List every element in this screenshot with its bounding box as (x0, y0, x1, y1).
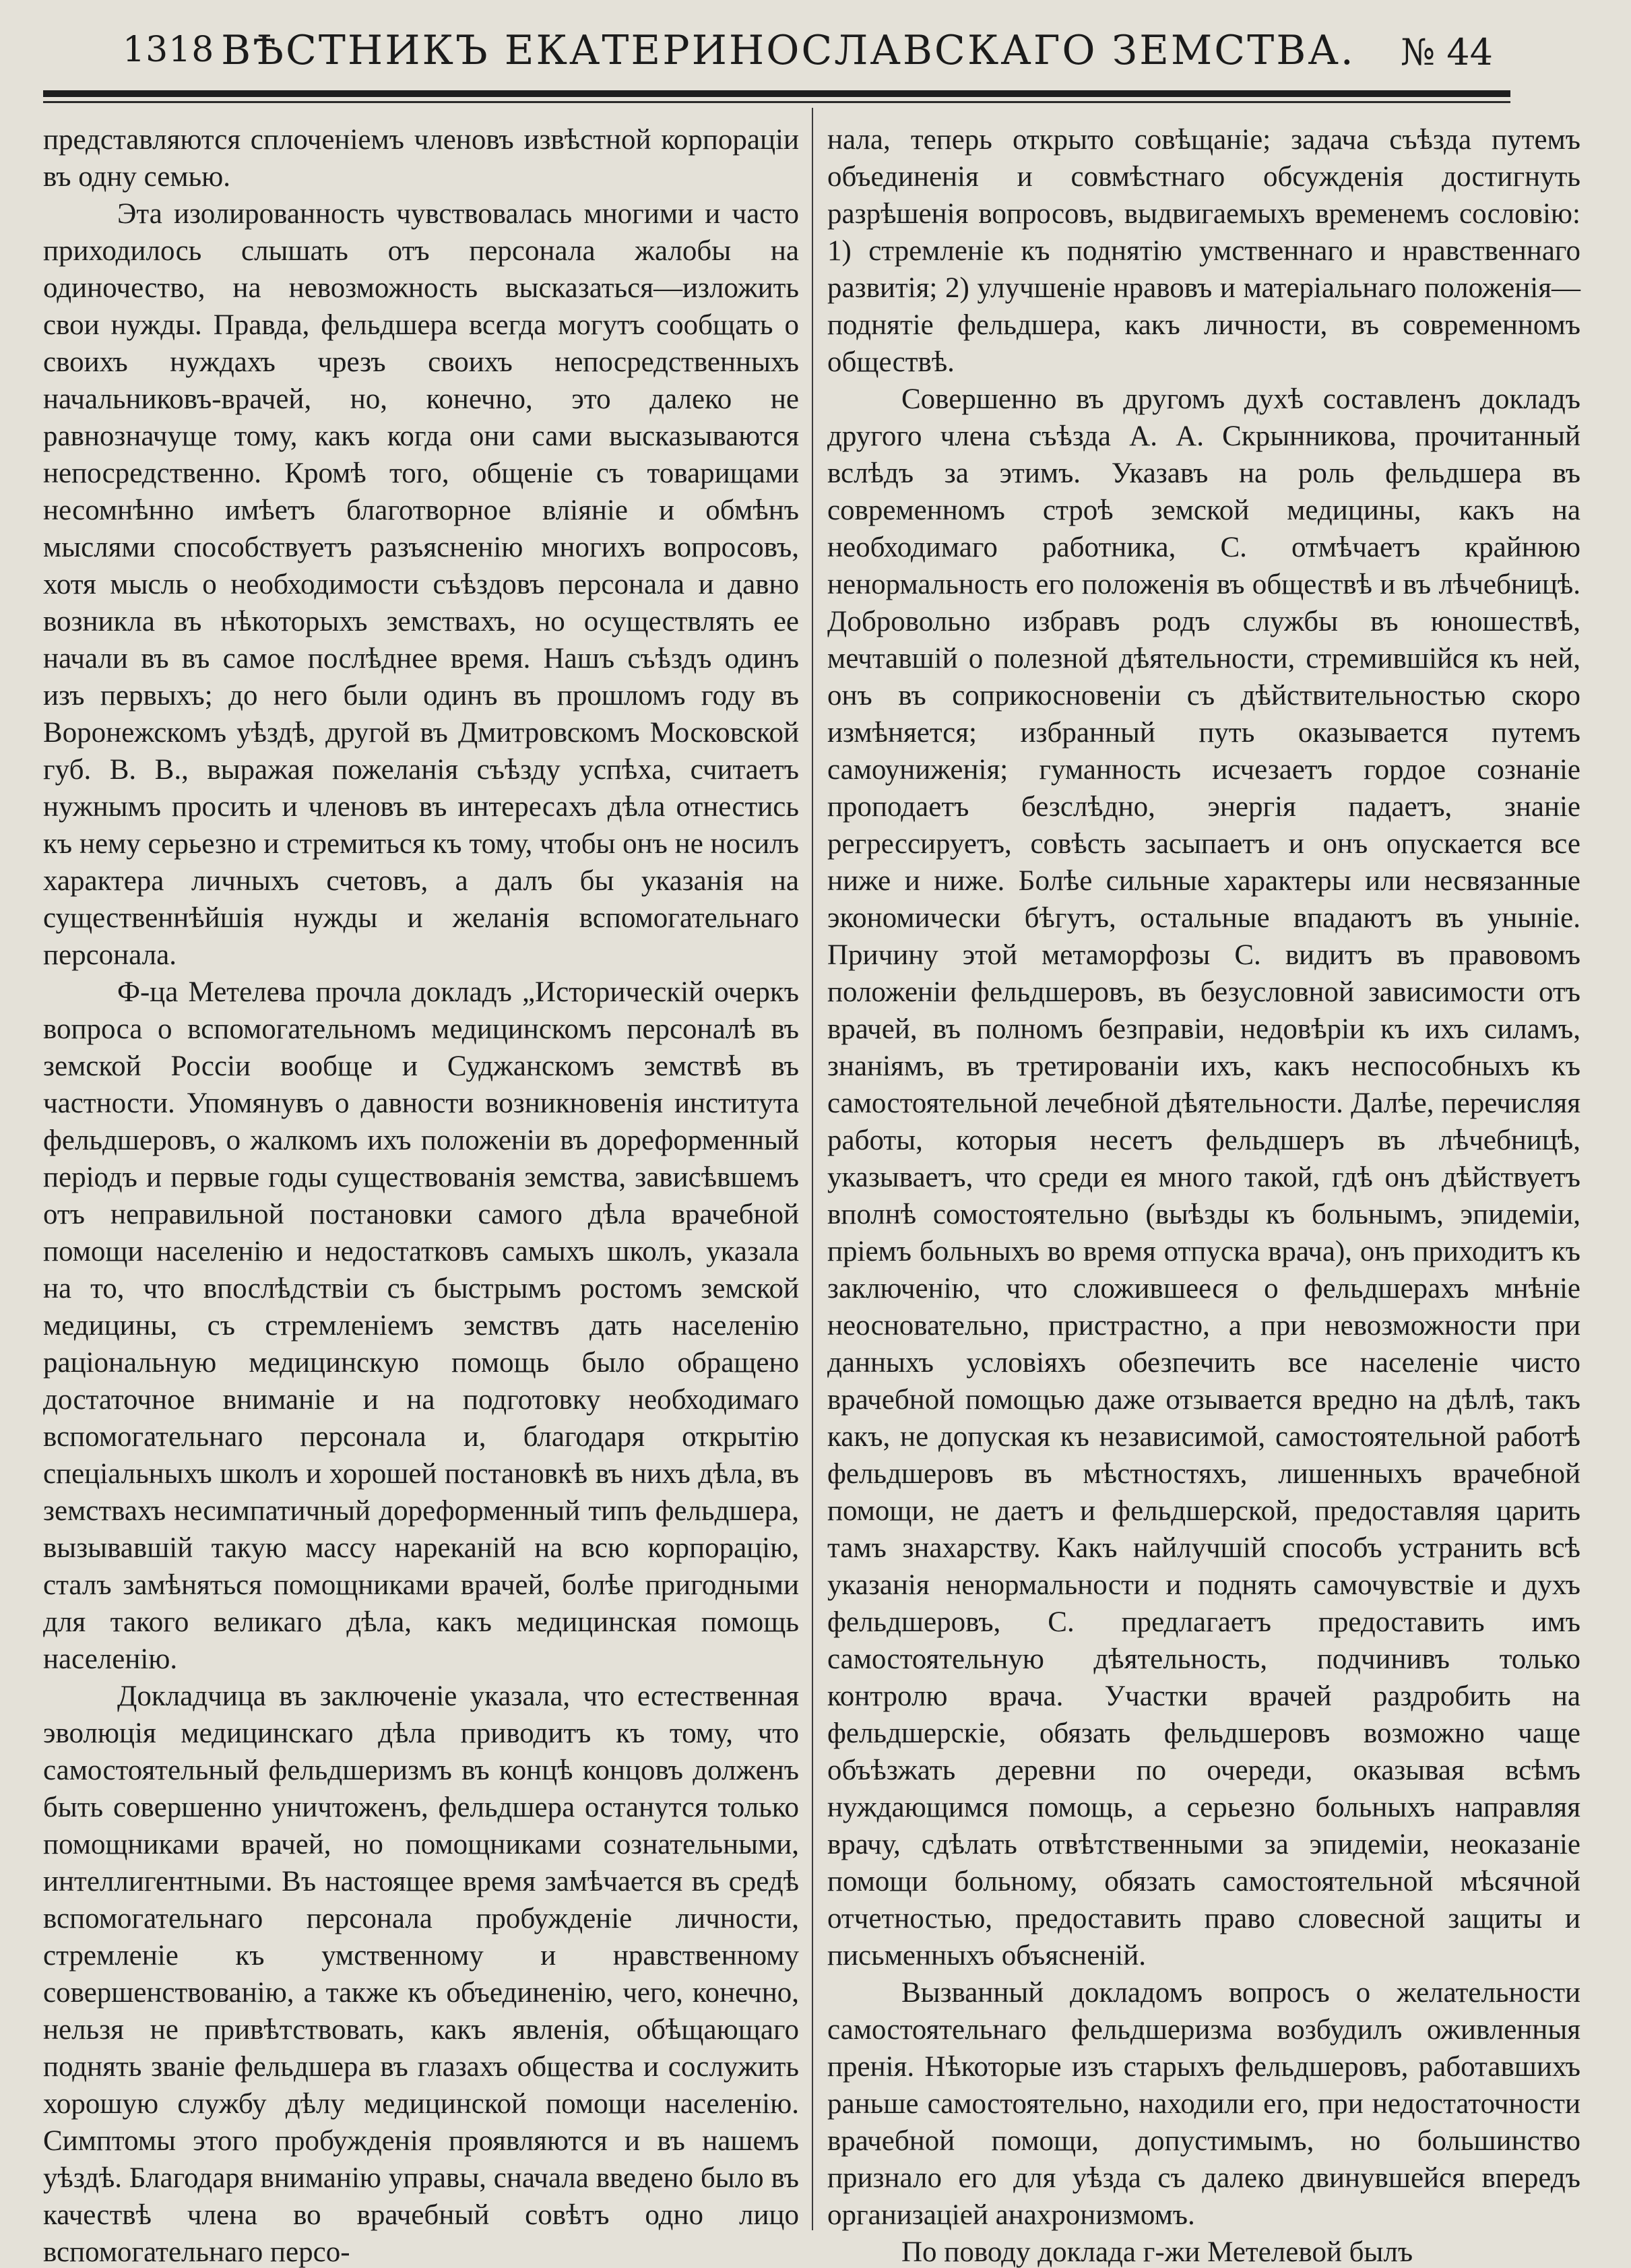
paragraph: Совершенно въ другомъ духѣ составленъ докладъ другого члена съѣзда А. А. Скрынникова, прочитанный вслѣдъ за этимъ. Указавъ на роль фельдшера въ современномъ строѣ земской медицины, какъ на необходимаго работника, С. отмѣчаетъ крайнюю ненормальность его положенія въ обществѣ и въ лѣчебницѣ. Добровольно избравъ родъ службы въ юношествѣ, мечтавшій о полезной дѣятельности, стремившійся къ ней, онъ въ соприкосновеніи съ дѣйствительностью скоро измѣняется; избранный путь оказывается путемъ самоуниженія; гуманность исчезаетъ гордое сознаніе проподаетъ безслѣдно, энергія падаетъ, знаніе регрессируетъ, совѣсть засыпаетъ и онъ опускается все ниже и ниже. Болѣе сильные характеры или несвязанные экономически бѣгутъ, остальные впадаютъ въ уныніе. Причину этой метаморфозы С. видитъ въ правовомъ положеніи фельдшеровъ, въ безусловной зависимости отъ врачей, въ полномъ безправіи, недовѣріи къ ихъ силамъ, знаніямъ, въ третированіи ихъ, какъ неспособныхъ къ самостоятельной лечебной дѣятельности. Далѣе, перечисляя работы, которыя несетъ фельдшеръ въ лѣчебницѣ, указываетъ, что среди ея много такой, гдѣ онъ дѣйствуетъ вполнѣ сомостоятельно (выѣзды къ больнымъ, эпидеміи, пріемъ больныхъ во время отпуска врача), онъ приходитъ къ заключенію, что сложившееся о фельдшерахъ мнѣніе неосновательно, пристрастно, а при невозможности при данныхъ условіяхъ обезпечить все населеніе чисто врачебной помощью даже отзывается вредно на дѣлѣ, такъ какъ, не допуская къ независимой, самостоятельной работѣ фельдшеровъ въ мѣстностяхъ, лишенныхъ врачебной помощи, не даетъ и фельдшерской, предоставляя царить тамъ знахарству. Какъ найлучшій способъ устранить всѣ указанія ненормальности и поднять самочувствіе и духъ фельдшеровъ, С. предлагаетъ предоставить имъ самостоятельную дѣятельность, подчинивъ только контролю врача. Участки врачей раздробить на фельдшерскіе, обязать фельдшеровъ возможно чаще объѣзжать деревни по очереди, оказывая всѣмъ нуждающимся помощь, а серьезно больныхъ направляя врачу, сдѣлать отвѣтственными за эпидеміи, неоказаніе помощи больному, обязать самостоятельной мѣсячной отчетностью, предоставить право словесной защиты и письменныхъ объясненій. (827, 383, 1580, 1972)
header-rule-thin (43, 101, 1510, 103)
page-number: 1318 (123, 30, 215, 70)
header-rule-thick (43, 90, 1510, 97)
paragraph: представляются сплоченіемъ членовъ извѣстной корпораціи въ одну семью. (43, 124, 799, 193)
paragraph: нала, теперь открыто совѣщаніе; задача съѣзда путемъ объединенія и совмѣстнаго обсужденія достигнуть разрѣшенія вопросовъ, выдвигаемыхъ временемъ сословію: 1) стремленіе къ поднятію умственнаго и нравственнаго развитія; 2) улучшеніе нравовъ и матеріальнаго положенія—поднятіе фельдшера, какъ личности, въ современномъ обществѣ. (827, 124, 1580, 378)
paragraph: Докладчица въ заключеніе указала, что естественная эволюція медицинскаго дѣла приводитъ къ тому, что самостоятельный фельдшеризмъ въ концѣ концовъ долженъ быть совершенно уничтоженъ, фельдшера останутся только помощниками врачей, но помощниками сознательными, интеллигентными. Въ настоящее время замѣчается въ средѣ вспомогательнаго персонала пробужденіе личности, стремленіе къ умственному и нравственному совершенствованію, а также къ объединенію, чего, конечно, нельзя не привѣтствовать, какъ явленія, обѣщающаго поднять званіе фельдшера въ глазахъ общества и сослужить хорошую службу дѣлу медицинской помощи населенію. Симптомы этого пробужденія проявляются и въ нашемъ уѣздѣ. Благодаря вниманію управы, сначала введено было въ качествѣ члена во врачебный совѣтъ одно лицо вспомогательнаго персо- (43, 1680, 799, 2268)
paragraph: Эта изолированность чувствовалась многими и часто приходилось слышать отъ персонала жалобы на одиночество, на невозможность высказаться—изложить свои нужды. Правда, фельдшера всегда могутъ сообщать о своихъ нуждахъ чрезъ своихъ непосредственныхъ начальниковъ-врачей, но, конечно, это далеко не равнозначуще тому, какъ когда они сами высказываются непосредственно. Кромѣ того, общеніе съ товарищами несомнѣнно имѣетъ благотворное вліяніе и обмѣнъ мыслями способствуетъ разъясненію многихъ вопросовъ, хотя мысль о необходимости съѣздовъ персонала и давно возникла въ нѣкоторыхъ земствахъ, но осуществлять ее начали въ въ самое послѣднее время. Нашъ съѣздъ одинъ изъ первыхъ; до него были одинъ въ прошломъ году въ Воронежскомъ уѣздѣ, другой въ Дмитровскомъ Московской губ. В. В., выражая пожеланія съѣзду успѣха, считаетъ нужнымъ просить и членовъ въ интересахъ дѣла отнестись къ нему серьезно и стремиться къ тому, чтобы онъ не носилъ характера личныхъ счетовъ, а далъ бы указанія на существеннѣйшія нужды и желанія вспомогательнаго персонала. (43, 198, 799, 971)
page-header (40, 24, 1509, 89)
issue-number: № 44 (1401, 31, 1493, 73)
left-column (43, 121, 799, 2268)
paragraph: Вызванный докладомъ вопросъ о желательности самостоятельнаго фельдшеризма возбудилъ оживленныя пренія. Нѣкоторые изъ старыхъ фельдшеровъ, работавшихъ раньше самостоятельно, находили его, при недостаточности врачебной помощи, допустимымъ, но большинство признало его для уѣзда съ далеко двинувшейся впередъ организаціей анахронизмомъ. (827, 1977, 1580, 2231)
column-divider (812, 108, 813, 2230)
paragraph: По поводу доклада г-жи Метелевой былъ (901, 2236, 1413, 2268)
right-column (827, 121, 1580, 2268)
journal-title: ВѢСТНИКЪ ЕКАТЕРИНОСЛАВСКАГО ЗЕМСТВА. (221, 27, 1355, 74)
paragraph: Ф-ца Метелева прочла докладъ „Историческій очеркъ вопроса о вспомогательномъ медицинскомъ персоналѣ въ земской Россіи вообще и Суджанскомъ земствѣ въ частности. Упомянувъ о давности возникновенія института фельдшеровъ, о жалкомъ ихъ положеніи въ дореформенный періодъ и первые годы существованія земства, зависѣвшемъ отъ неправильной постановки самого дѣла врачебной помощи населенію и недостатковъ самыхъ школъ, указала на то, что впослѣдствіи съ быстрымъ ростомъ земской медицины, съ стремленіемъ земствъ дать населенію раціональную медицинскую помощь было обращено достаточное вниманіе и на подготовку необходимаго вспомогательнаго персонала и, благодаря открытію спеціальныхъ школъ и хорошей постановкѣ въ нихъ дѣла, въ земствахъ несимпатичный дореформенный типъ фельдшера, вызывавшій такую массу нареканій на всю корпорацію, сталъ замѣняться помощниками врачей, болѣе пригодными для такого великаго дѣла, какъ медицинская помощь населенію. (43, 976, 799, 1675)
